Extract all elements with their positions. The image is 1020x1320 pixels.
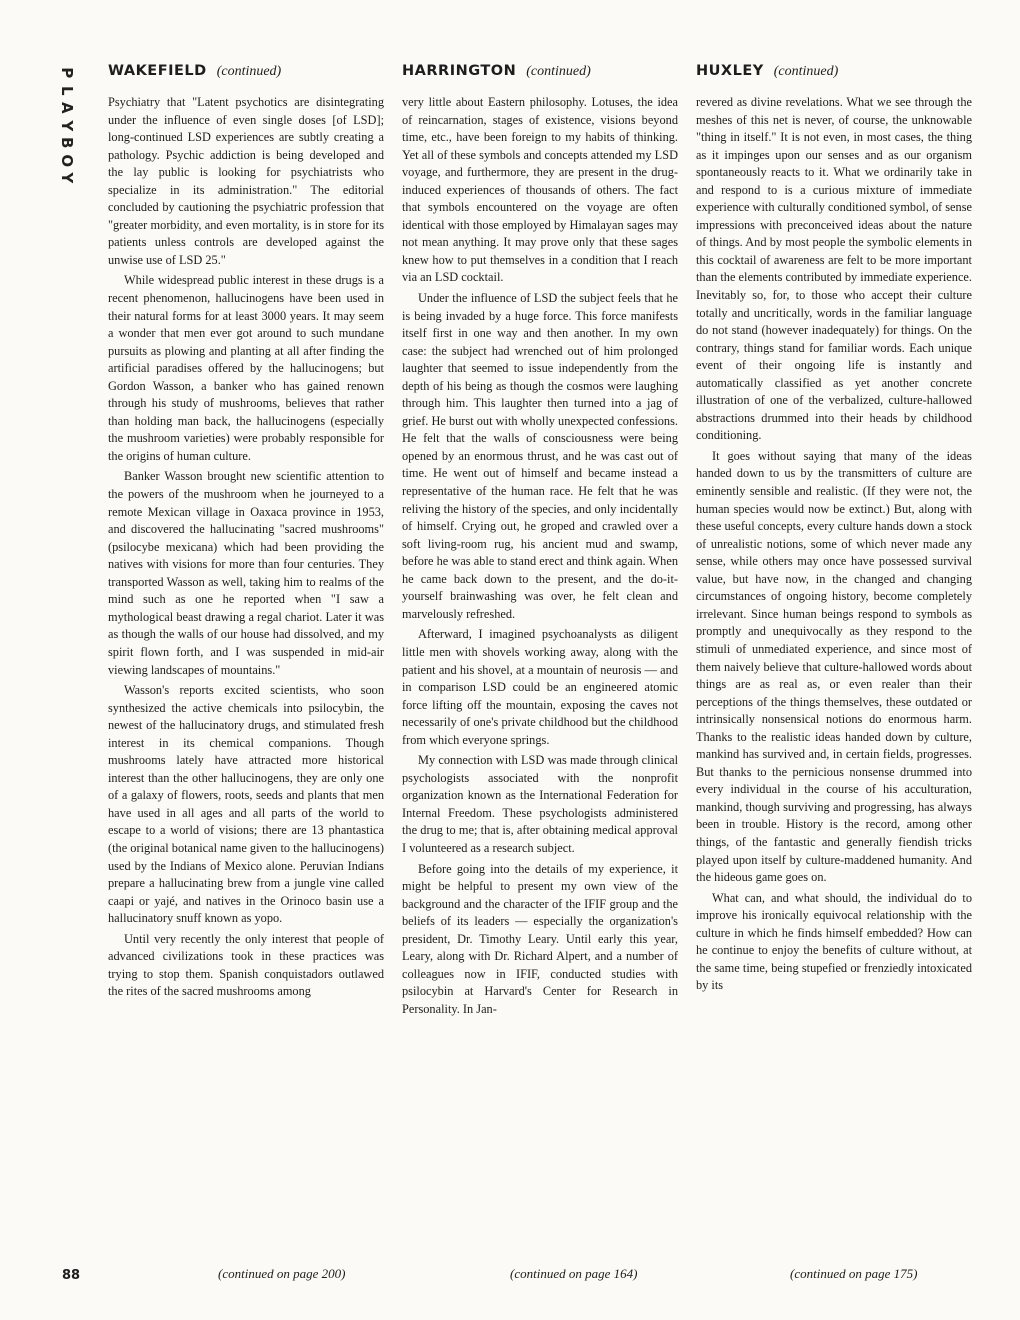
column-header bbox=[696, 62, 972, 86]
paragraph: Banker Wasson brought new scientific attention to the powers of the mushroom when he journeyed to a remote Mexican village in Oaxaca province in 1953, and discovered the hallucinating "sacred mushrooms" (psilocybe mexicana) which had been providing the natives with visions for more than four centuries. They transported Wasson as well, taking him to realms of the mind such as one he reported when "I saw a mythological beast drawing a regal chariot. Later it was as though the walls of our house had dissolved, and my spirit flown forth, and I was suspended in mid-air viewing landscapes of mountains." bbox=[108, 469, 384, 677]
column-huxley bbox=[696, 62, 972, 995]
paragraph: Wasson's reports excited scientists, who soon synthesized the active chemicals into psilocybin, the newest of the hallucinatory drugs, and stimulated fresh interest in its chemical companions. Though mushrooms lately have attracted more historical interest than the other hallucinogens, they are only one of a galaxy of flowers, roots, seeds and plants that men have used in all ages and all parts of the world to escape to a world of visions; there are 13 phantastica (the original botanical name given to the hallucinogens) used by the Indians of Mexico alone. Peruvian Indians prepare a hallucinating brew from a jungle vine called caapi or yajé, and natives in the Orinoco basin use a hallucinatory snuff known as yopo. bbox=[108, 683, 384, 926]
author-name: HARRINGTON bbox=[402, 63, 517, 79]
continued-label: (continued) bbox=[526, 64, 591, 79]
paragraph: Before going into the details of my experience, it might be helpful to present my own view of the background and the character of the IFIF group and the beliefs of its leaders — especially the organization's president, Dr. Timothy Leary. Until early this year, Leary, along with Dr. Richard Alpert, and a number of colleagues now in IFIF, conducted studies with psilocybin at Harvard's Center for Research in Personality. In Jan- bbox=[402, 861, 678, 1016]
paragraph: While widespread public interest in these drugs is a recent phenomenon, hallucinogens have been used in their natural forms for at least 3000 years. It may seem a wonder that men ever got around to such mundane pursuits as plowing and planting at all after finding the artificial paradises offered by the hallucinogens; but Gordon Wasson, a banker who has gained renown through his study of mushrooms, believes that rather than holding man back, the hallucinogens (especially the mushroom varieties) were probably responsible for the origins of human culture. bbox=[108, 273, 384, 463]
continued-label: (continued) bbox=[773, 64, 839, 79]
masthead-letter: L bbox=[57, 85, 76, 96]
masthead-letter: Y bbox=[57, 172, 76, 184]
paragraph: My connection with LSD was made through clinical psychologists associated with the nonprofit organization known as the International Federation for Internal Freedom. These psychologists administered the drug to me; that is, after obtaining medical approval I volunteered as a research subject. bbox=[402, 753, 678, 855]
column-body bbox=[108, 94, 384, 1001]
column-header bbox=[108, 62, 384, 86]
author-name: WAKEFIELD bbox=[108, 63, 207, 79]
continued-on-wakefield: (continued on page 200) bbox=[218, 1266, 346, 1281]
column-wakefield bbox=[108, 62, 384, 1001]
paragraph: Until very recently the only interest that people of advanced civilizations took in these practices was trying to stop them. Spanish conquistadors outlawed the rites of the sacred mushrooms among bbox=[108, 931, 384, 999]
column-body bbox=[402, 94, 678, 1018]
paragraph: It goes without saying that many of the ideas handed down to us by the transmitters of culture are eminently sensible and realistic. (If they were not, the human species would now be extinct.) But, along with these useful concepts, every culture hands down a stock of unrealistic notions, some of which never made any sense, while others may once have possessed survival value, but have now, in the changed and changing circumstances of ongoing history, become completely irrelevant. Since human beings respond to symbols as promptly and unequivocally as they respond to the stimuli of unmediated experience, and since most of them naively believe that culture-hallowed words about things are as real as, or even realer than their perceptions of the things themselves, these outdated or intrinsically nonsensical notions do enormous harm. Thanks to the realistic ideas handed down by culture, mankind has survived and, in certain fields, progresses. But thanks to the pernicious nonsense drummed into every individual in the course of his acculturation, mankind, though surviving and progressing, has always been in trouble. History is the record, among other things, of the fantastic and generally fiendish tricks played upon itself by culture-maddened humanity. And the hideous game goes on. bbox=[696, 448, 972, 885]
column-harrington bbox=[402, 62, 678, 1018]
continued-label: (continued) bbox=[216, 64, 282, 79]
continued-on-harrington: (continued on page 164) bbox=[510, 1266, 638, 1281]
paragraph: very little about Eastern philosophy. Lotuses, the idea of reincarnation, stages of existence, visions beyond time, etc., have been foreign to my habits of thinking. Yet all of these symbols and concepts attended my LSD voyage, and furthermore, they are present in the drug-induced experiences of thousands of others. The fact that symbols encountered on the voyage are often identical with those employed by Himalayan sages may not mean anything. It may prove only that these sages knew how to put themselves in a condition that I reach via an LSD cocktail. bbox=[402, 95, 678, 285]
paragraph: revered as divine revelations. What we see through the meshes of this net is never, of course, the unknowable "thing in itself." It is not even, in most cases, the thing as it impinges upon our senses and as our organism spontaneously reacts to it. What we ordinarily take in and respond to is a curious mixture of immediate experience with culturally conditioned symbol, of sense impressions with preconceived ideas about the nature of things. And by most people the symbolic elements in this cocktail of awareness are felt to be more important than the elements contributed by immediate experience. Inevitably so, for, to those who accept their culture totally and uncritically, words in the familiar language do not stand (however inadequately) for things. On the contrary, things stand for familiar words. Each unique event of their ongoing life is instantly and automatically classified as yet another concrete illustration of one of the verbalized, culture-hallowed abstractions drummed into their heads by childhood conditioning. bbox=[696, 95, 972, 443]
magazine-masthead bbox=[58, 64, 78, 187]
masthead-letter: A bbox=[57, 101, 76, 114]
page-number: 88 bbox=[62, 1268, 81, 1283]
author-name: HUXLEY bbox=[696, 63, 764, 79]
masthead-letter: B bbox=[57, 137, 76, 149]
column-body bbox=[696, 94, 972, 995]
paragraph: Psychiatry that "Latent psychotics are disintegrating under the influence of even single doses [of LSD]; long-continued LSD experiences are subtly creating a pathology. Psychic addiction is being developed and the lay public is looking for psychiatrists who specialize in its administration." The editorial concluded by cautioning the psychiatric profession that "greater morbidity, and even mortality, is in store for its patients unless controls are developed against the unwise use of LSD 25." bbox=[108, 95, 384, 267]
paragraph: What can, and what should, the individual do to improve his ironically equivocal relationship with the culture in which he finds himself embedded? How can he continue to enjoy the benefits of culture without, at the same time, being stupefied or frenziedly intoxicated by its bbox=[696, 890, 972, 993]
masthead-letter: P bbox=[57, 67, 76, 79]
paragraph: Under the influence of LSD the subject feels that he is being invaded by a huge force. This force manifests itself first in one way and then another. In my own case: the subject had wrenched out of him prolonged laughter that seemed to issue independently from the depth of his being as though the cosmos were laughing through him. This laughter then turned into a jag of grief. He burst out with wholly unexpected confessions. He felt that the walls of consciousness were being opened by an enormous thrust, and he was cast out of time. He went out of himself and became instead a representative of the human race. He felt that he was reliving the history of the species, and only incidentally of himself. Crying out, he groped and crawled over a soft living-room rug, his ancient mud and swamp, before he was able to stand erect and think again. When he came back down to the present, and the do-it-yourself brainwashing was over, he felt clean and marvelously refreshed. bbox=[402, 291, 678, 621]
continued-on-huxley: (continued on page 175) bbox=[790, 1266, 918, 1281]
masthead-letter: Y bbox=[57, 119, 76, 131]
paragraph: Afterward, I imagined psychoanalysts as diligent little men with shovels working away, along with the patient and his shovel, at a mountain of neurosis — and in comparison LSD could be an engineered atomic force lifting off the mountain, exposing the caves not necessarily of one's private childhood but the childhood from which everyone springs. bbox=[402, 627, 678, 747]
masthead-letter: O bbox=[57, 153, 76, 167]
column-header bbox=[402, 62, 678, 86]
